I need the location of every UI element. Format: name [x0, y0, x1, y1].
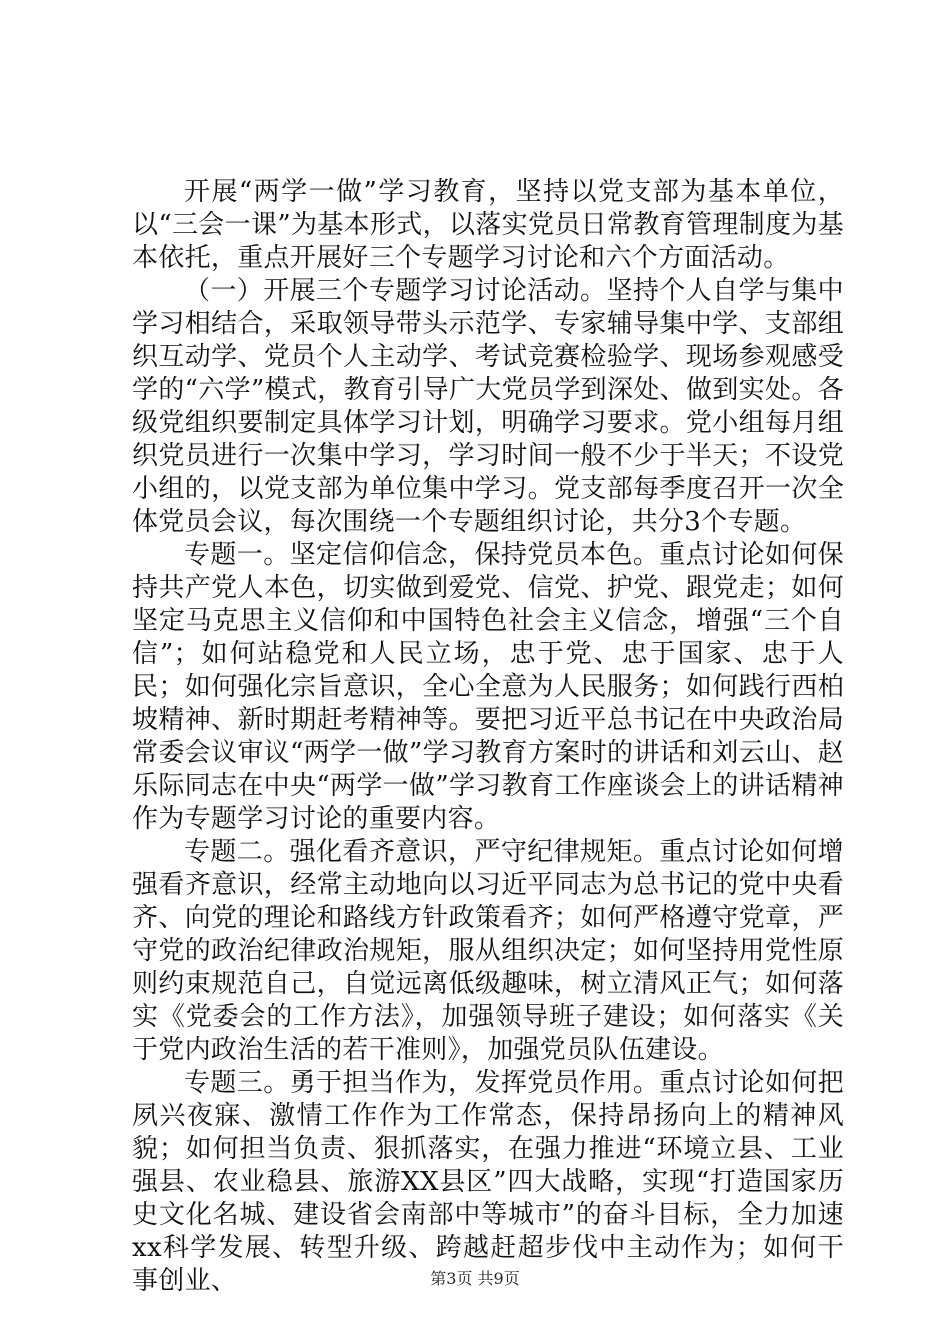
- paragraph-topic-three: 专题三。勇于担当作为，发挥党员作用。重点讨论如何把夙兴夜寐、激情工作作为工作常态，保持昂扬向上的精神风貌；如何担当负责、狠抓落实，在强力推进“环境立县、工业强县、农业稳县、旅游XX县区”四大战略，实现“打造国家历史文化名城、建设省会南部中等城市”的奋斗目标，全力加速xx科学发展、转型升级、跨越赶超步伐中主动作为；如何干事创业、: [132, 1068, 844, 1296]
- page-number-footer: 第3页 共9页: [430, 1269, 520, 1288]
- paragraph-topic-one: 专题一。坚定信仰信念，保持党员本色。重点讨论如何保持共产党人本色，切实做到爱党、信党、护党、跟党走；如何坚定马克思主义信仰和中国特色社会主义信念，增强“三个自信”；如何站稳党和人民立场，忠于党、忠于国家、忠于人民；如何强化宗旨意识，全心全意为人民服务；如何践行西柏坡精神、新时期赶考精神等。要把习近平总书记在中央政治局常委会议审议“两学一做”学习教育方案时的讲话和刘云山、赵乐际同志在中央“两学一做”学习教育工作座谈会上的讲话精神作为专题学习讨论的重要内容。: [132, 540, 844, 834]
- paragraph-section-one: （一）开展三个专题学习讨论活动。坚持个人自学与集中学习相结合，采取领导带头示范学、专家辅导集中学、支部组织互动学、党员个人主动学、考试竞赛检验学、现场参观感受学的“六学”模式，教育引导广大党员学到深处、做到实处。各级党组织要制定具体学习计划，明确学习要求。党小组每月组织党员进行一次集中学习，学习时间一般不少于半天；不设党小组的，以党支部为单位集中学习。党支部每季度召开一次全体党员会议，每次围绕一个专题组织讨论，共分3个专题。: [132, 276, 844, 537]
- document-body: [132, 176, 844, 1298]
- paragraph-intro: 开展“两学一做”学习教育，坚持以党支部为基本单位，以“三会一课”为基本形式，以落实党员日常教育管理制度为基本依托，重点开展好三个专题学习讨论和六个方面活动。: [132, 177, 844, 273]
- paragraph-topic-two: 专题二。强化看齐意识，严守纪律规矩。重点讨论如何增强看齐意识，经常主动地向以习近平同志为总书记的党中央看齐、向党的理论和路线方针政策看齐；如何严格遵守党章，严守党的政治纪律政治规矩，服从组织决定；如何坚持用党性原则约束规范自己，自觉远离低级趣味，树立清风正气；如何落实《党委会的工作方法》，加强领导班子建设；如何落实《关于党内政治生活的若干准则》，加强党员队伍建设。: [132, 837, 844, 1065]
